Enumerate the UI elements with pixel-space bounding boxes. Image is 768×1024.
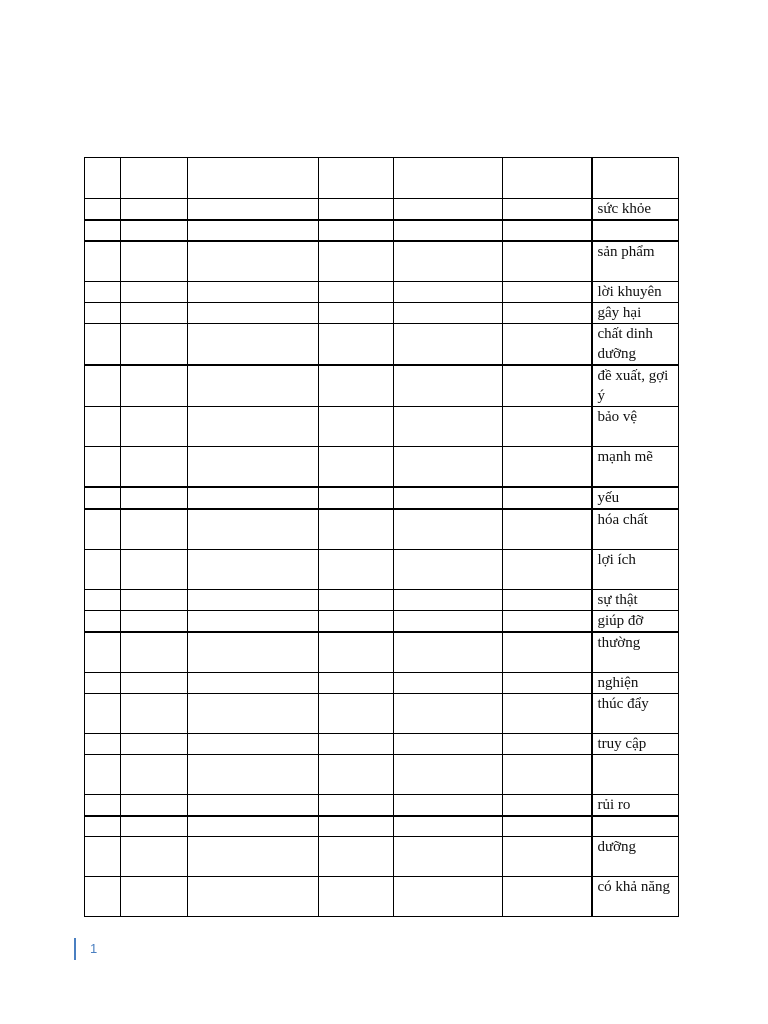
table-row <box>85 795 679 817</box>
empty-cell <box>503 487 592 509</box>
empty-cell <box>394 795 503 817</box>
empty-cell <box>121 303 188 324</box>
empty-cell <box>121 199 188 221</box>
empty-cell <box>394 694 503 734</box>
vocab-word-cell: truy cập <box>592 734 679 755</box>
empty-cell <box>394 241 503 282</box>
empty-cell <box>503 509 592 550</box>
empty-cell <box>319 487 394 509</box>
table-row <box>85 365 679 407</box>
empty-cell <box>319 632 394 673</box>
empty-cell <box>394 590 503 611</box>
empty-cell <box>394 324 503 366</box>
table-row <box>85 509 679 550</box>
empty-cell <box>503 694 592 734</box>
empty-cell <box>188 199 319 221</box>
vocab-word-cell: bảo vệ <box>592 407 679 447</box>
empty-cell <box>394 487 503 509</box>
empty-cell <box>394 550 503 590</box>
vocab-word-cell: rủi ro <box>592 795 679 817</box>
vocab-word-cell: sức khỏe <box>592 199 679 221</box>
empty-cell <box>121 673 188 694</box>
empty-cell <box>319 407 394 447</box>
table-row <box>85 611 679 633</box>
empty-cell <box>85 158 121 199</box>
empty-cell <box>188 220 319 241</box>
empty-cell <box>121 550 188 590</box>
empty-cell <box>188 694 319 734</box>
empty-cell <box>319 837 394 877</box>
empty-cell <box>188 550 319 590</box>
empty-cell <box>121 487 188 509</box>
empty-cell <box>188 734 319 755</box>
empty-cell <box>85 324 121 366</box>
empty-cell <box>85 487 121 509</box>
empty-cell <box>319 755 394 795</box>
empty-cell <box>85 816 121 837</box>
table-row <box>85 590 679 611</box>
empty-cell <box>394 365 503 407</box>
empty-cell <box>121 755 188 795</box>
empty-cell <box>121 734 188 755</box>
empty-cell <box>85 282 121 303</box>
table-row <box>85 241 679 282</box>
empty-cell <box>121 365 188 407</box>
empty-cell <box>188 158 319 199</box>
empty-cell <box>85 734 121 755</box>
empty-cell <box>188 755 319 795</box>
empty-cell <box>319 447 394 488</box>
vocab-word-cell: thúc đẩy <box>592 694 679 734</box>
empty-cell <box>121 877 188 917</box>
empty-cell <box>319 199 394 221</box>
empty-cell <box>188 795 319 817</box>
empty-cell <box>503 795 592 817</box>
empty-cell <box>121 795 188 817</box>
table-row <box>85 487 679 509</box>
empty-cell <box>394 220 503 241</box>
empty-cell <box>394 755 503 795</box>
empty-cell <box>319 877 394 917</box>
empty-cell <box>188 282 319 303</box>
empty-cell <box>394 447 503 488</box>
empty-cell <box>319 324 394 366</box>
empty-cell <box>394 611 503 633</box>
table-row <box>85 837 679 877</box>
empty-cell <box>503 220 592 241</box>
empty-cell <box>188 611 319 633</box>
empty-cell <box>503 590 592 611</box>
empty-cell <box>188 487 319 509</box>
empty-cell <box>394 509 503 550</box>
empty-cell <box>85 365 121 407</box>
empty-cell <box>394 199 503 221</box>
table-row <box>85 220 679 241</box>
empty-cell <box>121 509 188 550</box>
empty-cell <box>394 734 503 755</box>
empty-cell <box>319 795 394 817</box>
empty-cell <box>121 324 188 366</box>
vocab-word-cell: mạnh mẽ <box>592 447 679 488</box>
empty-cell <box>319 694 394 734</box>
vocab-word-cell: yếu <box>592 487 679 509</box>
empty-cell <box>188 590 319 611</box>
empty-cell <box>319 550 394 590</box>
empty-cell <box>503 365 592 407</box>
table-row <box>85 303 679 324</box>
empty-cell <box>85 447 121 488</box>
empty-cell <box>121 220 188 241</box>
empty-cell <box>503 755 592 795</box>
table-row <box>85 694 679 734</box>
empty-cell <box>85 241 121 282</box>
table-row <box>85 673 679 694</box>
empty-cell <box>85 303 121 324</box>
table-row <box>85 324 679 366</box>
empty-cell <box>394 632 503 673</box>
empty-cell <box>319 590 394 611</box>
vocab-word-cell: nghiện <box>592 673 679 694</box>
empty-cell <box>319 611 394 633</box>
empty-cell <box>394 282 503 303</box>
empty-cell <box>503 324 592 366</box>
vocab-word-cell: sản phẩm <box>592 241 679 282</box>
empty-cell <box>85 199 121 221</box>
empty-cell <box>319 303 394 324</box>
empty-cell <box>319 365 394 407</box>
empty-cell <box>394 158 503 199</box>
vocab-word-cell <box>592 220 679 241</box>
empty-cell <box>188 303 319 324</box>
vocab-word-cell <box>592 158 679 199</box>
empty-cell <box>85 755 121 795</box>
empty-cell <box>85 632 121 673</box>
empty-cell <box>85 611 121 633</box>
empty-cell <box>121 241 188 282</box>
empty-cell <box>394 673 503 694</box>
empty-cell <box>503 282 592 303</box>
empty-cell <box>85 877 121 917</box>
page-number: 1 <box>74 938 97 960</box>
empty-cell <box>503 447 592 488</box>
empty-cell <box>121 282 188 303</box>
empty-cell <box>319 509 394 550</box>
table-row <box>85 158 679 199</box>
empty-cell <box>121 590 188 611</box>
empty-cell <box>188 816 319 837</box>
empty-cell <box>503 816 592 837</box>
empty-cell <box>121 694 188 734</box>
empty-cell <box>503 837 592 877</box>
empty-cell <box>85 509 121 550</box>
empty-cell <box>503 199 592 221</box>
empty-cell <box>85 795 121 817</box>
vocab-word-cell: có khả năng <box>592 877 679 917</box>
empty-cell <box>503 611 592 633</box>
table-row <box>85 199 679 221</box>
empty-cell <box>188 241 319 282</box>
empty-cell <box>85 673 121 694</box>
empty-cell <box>503 241 592 282</box>
table-row <box>85 734 679 755</box>
table-row <box>85 877 679 917</box>
table-row <box>85 282 679 303</box>
empty-cell <box>121 407 188 447</box>
empty-cell <box>503 303 592 324</box>
empty-cell <box>188 509 319 550</box>
empty-cell <box>394 837 503 877</box>
vocab-word-cell: sự thật <box>592 590 679 611</box>
empty-cell <box>319 282 394 303</box>
empty-cell <box>85 837 121 877</box>
empty-cell <box>121 447 188 488</box>
empty-cell <box>319 734 394 755</box>
empty-cell <box>319 220 394 241</box>
empty-cell <box>503 158 592 199</box>
empty-cell <box>121 816 188 837</box>
table-row <box>85 447 679 488</box>
empty-cell <box>121 158 188 199</box>
empty-cell <box>188 407 319 447</box>
vocab-word-cell <box>592 755 679 795</box>
empty-cell <box>188 324 319 366</box>
table-row <box>85 407 679 447</box>
empty-cell <box>319 158 394 199</box>
empty-cell <box>85 694 121 734</box>
table-row <box>85 755 679 795</box>
empty-cell <box>188 673 319 694</box>
empty-cell <box>503 407 592 447</box>
empty-cell <box>503 673 592 694</box>
empty-cell <box>503 550 592 590</box>
empty-cell <box>394 816 503 837</box>
empty-cell <box>121 632 188 673</box>
empty-cell <box>503 632 592 673</box>
vocab-word-cell: gây hại <box>592 303 679 324</box>
empty-cell <box>319 673 394 694</box>
vocab-word-cell: thường <box>592 632 679 673</box>
vocab-word-cell <box>592 816 679 837</box>
vocab-word-cell: hóa chất <box>592 509 679 550</box>
table-row <box>85 816 679 837</box>
empty-cell <box>188 877 319 917</box>
empty-cell <box>319 816 394 837</box>
empty-cell <box>85 590 121 611</box>
empty-cell <box>188 365 319 407</box>
empty-cell <box>121 837 188 877</box>
empty-cell <box>188 447 319 488</box>
empty-cell <box>503 877 592 917</box>
empty-cell <box>188 837 319 877</box>
empty-cell <box>394 303 503 324</box>
empty-cell <box>394 407 503 447</box>
empty-cell <box>121 611 188 633</box>
empty-cell <box>85 407 121 447</box>
empty-cell <box>319 241 394 282</box>
table-row <box>85 550 679 590</box>
empty-cell <box>394 877 503 917</box>
vocab-word-cell: chất dinh dưỡng <box>592 324 679 366</box>
vocab-word-cell: đề xuất, gợi ý <box>592 365 679 407</box>
vocab-word-cell: giúp đỡ <box>592 611 679 633</box>
empty-cell <box>85 550 121 590</box>
vocabulary-table <box>84 157 679 917</box>
empty-cell <box>85 220 121 241</box>
vocab-word-cell: dưỡng <box>592 837 679 877</box>
table-row <box>85 632 679 673</box>
vocab-word-cell: lời khuyên <box>592 282 679 303</box>
empty-cell <box>503 734 592 755</box>
empty-cell <box>188 632 319 673</box>
vocab-word-cell: lợi ích <box>592 550 679 590</box>
